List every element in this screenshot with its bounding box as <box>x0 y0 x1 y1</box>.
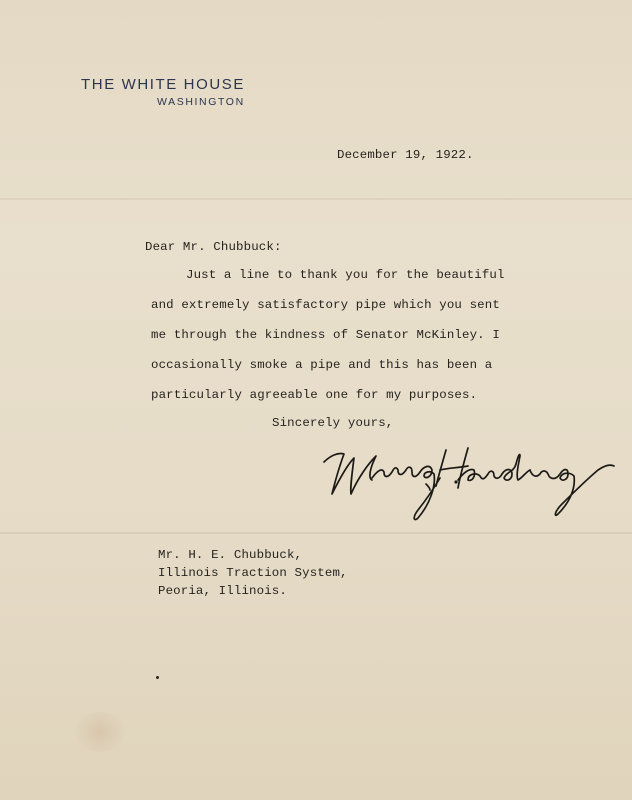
letter-date: December 19, 1922. <box>337 148 474 162</box>
body-line: particularly agreeable one for my purposes. <box>151 388 478 402</box>
paper-fold-line <box>0 198 632 200</box>
letterhead-title: THE WHITE HOUSE <box>81 76 246 93</box>
salutation: Dear Mr. Chubbuck: <box>145 240 282 254</box>
ink-dot <box>156 676 159 679</box>
paper-stain <box>70 712 130 752</box>
body-line: Just a line to thank you for the beautiful <box>186 268 505 282</box>
body-line: me through the kindness of Senator McKinley. I <box>151 328 500 342</box>
letterhead-subtitle: WASHINGTON <box>157 96 245 108</box>
closing: Sincerely yours, <box>272 416 394 430</box>
body-line: and extremely satisfactory pipe which you sent <box>151 298 500 312</box>
handwritten-signature <box>318 434 618 530</box>
signature-image <box>318 434 618 530</box>
recipient-location: Peoria, Illinois. <box>158 584 287 598</box>
paper-fold-line <box>0 532 632 534</box>
recipient-name: Mr. H. E. Chubbuck, <box>158 548 303 562</box>
recipient-organization: Illinois Traction System, <box>158 566 348 580</box>
body-line: occasionally smoke a pipe and this has been a <box>151 358 493 372</box>
